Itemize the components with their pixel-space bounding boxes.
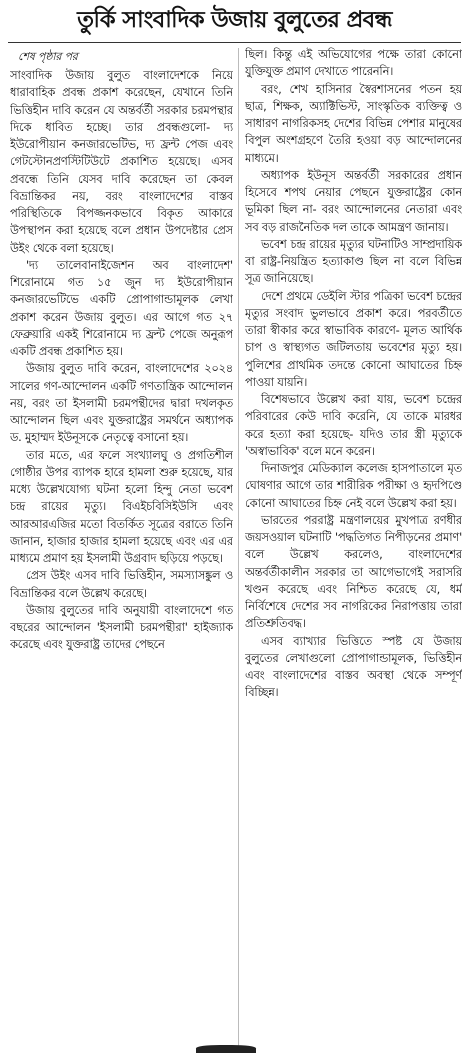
paragraph: প্রেস উইং এসব দাবি ভিত্তিহীন, সমস্যাসঙ্কুল ও বিভ্রান্তিকর বলে উল্লেখ করেছে। xyxy=(10,568,233,600)
left-column xyxy=(10,49,233,1053)
paragraph: 'দ্য তালেবানাইজেশন অব বাংলাদেশ' শিরোনামে গত ১৫ জুন দ্য ইউরোপীয়ান কনজারভেটিভে একটি প্রোপাগান্ডামূলক লেখা প্রকাশ করেন উজায় বুলুত। এর আগে গত ২৭ ফেব্রুয়ারি একই শিরোনামে দ্য ফ্রন্ট পেজে অনুরূপ একটি প্রবন্ধ প্রকাশিত হয়। xyxy=(10,257,233,358)
paragraph: দেশে প্রথমে ডেইলি স্টার পত্রিকা ভবেশ চন্দ্রের মৃত্যুর সংবাদ ভুলভাবে প্রকাশ করে। পরবর্তীতে তারা স্বীকার করে স্বাভাবিক কারণে- মূলত আর্থিক চাপ ও স্বাস্থ্যগত জটিলতায় ভবেশের মৃত্যু হয়। পুলিশের প্রাথমিক তদন্তে কোনো আঘাতের চিহ্ন পাওয়া যায়নি। xyxy=(245,288,462,389)
paragraph: বরং, শেখ হাসিনার স্বৈরশাসনের পতন হয় ছাত্র, শিক্ষক, অ্যাক্টিভিস্ট, সাংস্কৃতিক ব্যক্তিত্ব ও সাধারণ নাগরিকসহ দেশের বিভিন্ন পেশার মানুষের বিপুল অংশগ্রহণে তৈরি হওয়া বড় আন্দোলনের মাধ্যমে। xyxy=(245,81,462,165)
headline: তুর্কি সাংবাদিক উজায় বুলুতের প্রবন্ধ xyxy=(77,7,392,33)
paragraph: এসব ব্যাখ্যার ভিত্তিতে স্পষ্ট যে উজায় বুলুতের লেখাগুলো প্রোপাগান্ডামূলক, ভিত্তিহীন এবং বাংলাদেশের বাস্তব অবস্থা থেকে সম্পূর্ণ বিচ্ছিন্ন। xyxy=(245,633,462,700)
paragraph: সাংবাদিক উজায় বুলুত বাংলাদেশকে নিয়ে ধারাবাহিক প্রবন্ধ প্রকাশ করেছেন, যেখানে তিনি ভিত্তিহীন দাবি করেন যে অন্তর্বর্তী সরকার চরমপন্থার দিকে ধাবিত হচ্ছে। তার প্রবন্ধগুলো- দ্য ইউরোপীয়ান কনজারভেটিভ, দ্য ফ্রন্ট পেজ এবং গেটস্টোনপ্রণস্টিটিউটে প্রকাশিত হয়েছে। এসব প্রবন্ধে তিনি যেসব দাবি করেছেন তা কেবল বিভ্রান্তিকর নয়, বরং বাংলাদেশের বাস্তব পরিস্থিতিকে বিপজ্জনকভাবে বিকৃত আকারে উপস্থাপন করা হয়েছে বলে প্রধান উপদেষ্টার প্রেস উইং থেকে বলা হয়েছে। xyxy=(10,68,233,255)
paragraph: ভবেশ চন্দ্র রায়ের মৃত্যুর ঘটনাটিও সাম্প্রদায়িক বা রাষ্ট্র-নিয়ন্ত্রিত হত্যাকাণ্ড ছিল না বলে বিভিন্ন সূত্র জানিয়েছে। xyxy=(245,236,462,286)
right-column xyxy=(245,46,462,1050)
paragraph: তার মতে, এর ফলে সংখ্যালঘু ও প্রগতিশীল গোষ্ঠীর উপর ব্যাপক হারে হামলা শুরু হয়েছে, যার মধ্যে উল্লেখযোগ্য ঘটনা হলো হিন্দু নেতা ভবেশ চন্দ্র রায়ের মৃত্যু। বিএইচবিসিইউসি এবং আরআরএজির মতো বিতর্কিত সূত্রের বরাতে তিনি জানান, হাজার হাজার হামলা হয়েছে এবং এর এর মাধ্যমে প্রমাণ হয় ইসলামী উগ্রবাদ ছড়িয়ে পড়ছে। xyxy=(10,447,233,565)
continued-from-label: শেষ পৃষ্ঠার পর xyxy=(18,50,78,63)
paragraph: উজায় বুলুত দাবি করেন, বাংলাদেশের ২০২৪ সালের গণ-আন্দোলন একটি গণতান্ত্রিক আন্দোলন নয়, বরং তা ইসলামী চরমপন্থীদের দ্বারা দখলকৃত আন্দোলন ছিল এবং যুক্তরাষ্ট্রের সমর্থনে অধ্যাপক ড. মুহাম্মদ ইউনূসকে নেতৃত্বে বসানো হয়। xyxy=(10,361,233,445)
paragraph: উজায় বুলুতের দাবি অনুযায়ী বাংলাদেশে গত বছরের আন্দোলন 'ইসলামী চরমপন্থীরা' হাইজ্যাক করেছে এবং যুক্তরাষ্ট্র তাদের পেছনে xyxy=(10,602,233,652)
paragraph: ভারতের পররাষ্ট্র মন্ত্রণালয়ের মুখপাত্র রণধীর জয়সওয়াল ঘটনাটি 'পদ্ধতিগত নিপীড়নের প্রমাণ' বলে উল্লেখ করলেও, বাংলাদেশের অন্তর্বর্তীকালীন সরকার তা আগেভাগেই সরাসরি খণ্ডন করেছে এবং নিশ্চিত করেছে যে, ধর্ম নির্বিশেষে দেশের সব নাগরিকের নিরাপত্তায় তারা প্রতিশ্রুতিবদ্ধ। xyxy=(245,512,462,631)
paragraph: অধ্যাপক ইউনূস অন্তর্বর্তী সরকারের প্রধান হিসেবে শপথ নেয়ার পেছনে যুক্তরাষ্ট্রের কোন ভূমিকা ছিল না- বরং আন্দোলনের নেতারা এবং সব বড় রাজনৈতিক দল তাকে আমন্ত্রণ জানায়। xyxy=(245,167,462,234)
scan-edge-shadow xyxy=(196,1045,256,1053)
paragraph: বিশেষভাবে উল্লেখ করা যায়, ভবেশ চন্দ্রের পরিবারের কেউ দাবি করেনি, যে তাকে মারধর করে হত্যা করা হয়েছে- যদিও তার স্ত্রী মৃত্যুকে 'অস্বাভাবিক' বলে মনে করেন। xyxy=(245,392,462,458)
paragraph: দিনাজপুর মেডিক্যাল কলেজ হাসপাতালে মৃত ঘোষণার আগে তার শারীরিক পরীক্ষা ও হৃদপিণ্ডে কোনো আঘাতের চিহ্ন নেই বলে উল্লেখ করা হয়। xyxy=(245,461,462,510)
paragraph: ছিল। কিন্তু এই অভিযোগের পক্ষে তারা কোনো যুক্তিযুক্ত প্রমাণ দেখাতে পারেননি। xyxy=(245,47,462,79)
headline-rule xyxy=(8,42,461,43)
column-divider xyxy=(238,48,239,1048)
